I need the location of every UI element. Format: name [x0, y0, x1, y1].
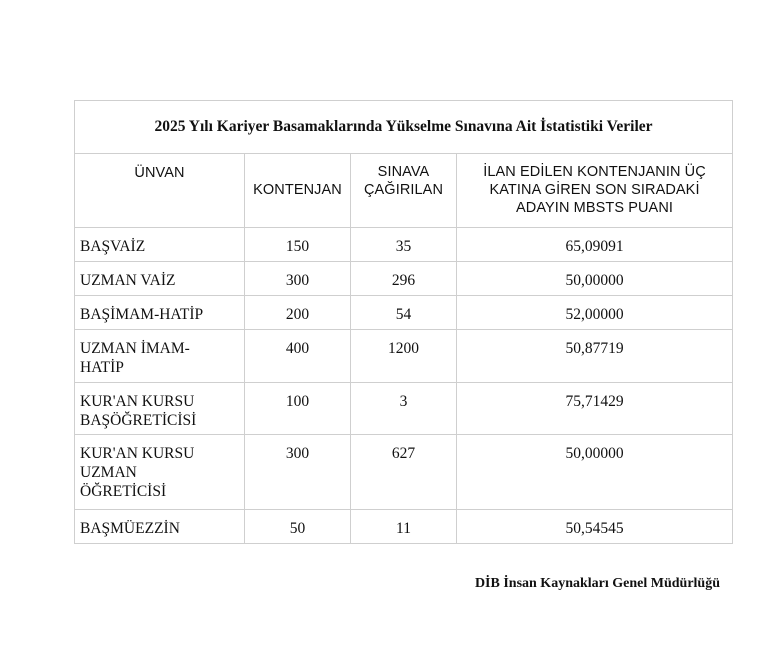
unvan-line: HATİP — [80, 359, 124, 376]
unvan-line: UZMAN İMAM- — [80, 340, 190, 357]
cell-kontenjan: 100 — [245, 383, 351, 435]
header-mbsts-puani — [457, 154, 733, 228]
cell-unvan — [75, 435, 245, 510]
cell-kontenjan: 50 — [245, 510, 351, 544]
table-row — [75, 435, 733, 510]
header-unvan: ÜNVAN — [75, 154, 245, 228]
unvan-line: BAŞÖĞRETİCİSİ — [80, 412, 197, 429]
header-kontenjan: KONTENJAN — [245, 154, 351, 228]
cell-kontenjan: 400 — [245, 330, 351, 383]
table-body — [75, 228, 733, 544]
unvan-line: BAŞVAİZ — [80, 238, 146, 255]
cell-cagirilan: 296 — [351, 262, 457, 296]
cell-unvan — [75, 383, 245, 435]
unvan-line: KUR'AN KURSU — [80, 445, 195, 462]
unvan-line: UZMAN — [80, 464, 137, 481]
cell-cagirilan: 1200 — [351, 330, 457, 383]
header-cagirilan-line: ÇAĞIRILAN — [363, 182, 444, 198]
table-title: 2025 Yılı Kariyer Basamaklarında Yükselme Sınavına Ait İstatistiki Veriler — [75, 101, 733, 154]
table-header-row — [75, 154, 733, 228]
header-ilan-line-2: KATINA GİREN SON SIRADAKİ — [489, 182, 700, 198]
source-note: DİB İnsan Kaynakları Genel Müdürlüğü — [474, 576, 720, 591]
unvan-line: BAŞİMAM-HATİP — [80, 306, 204, 323]
statistics-table — [74, 100, 733, 544]
cell-unvan — [75, 296, 245, 330]
header-ilan-line-1: İLAN EDİLEN KONTENJANIN ÜÇ — [483, 164, 706, 180]
table-title-row — [75, 101, 733, 154]
unvan-line: UZMAN VAİZ — [80, 272, 176, 289]
table-row — [75, 228, 733, 262]
cell-kontenjan: 300 — [245, 435, 351, 510]
header-sinava-cagirilan — [351, 154, 457, 228]
cell-puan: 50,00000 — [457, 262, 733, 296]
cell-cagirilan: 627 — [351, 435, 457, 510]
unvan-line: KUR'AN KURSU — [80, 393, 195, 410]
cell-puan: 75,71429 — [457, 383, 733, 435]
table-row — [75, 330, 733, 383]
cell-kontenjan: 200 — [245, 296, 351, 330]
table-row — [75, 296, 733, 330]
cell-puan: 50,87719 — [457, 330, 733, 383]
cell-puan: 52,00000 — [457, 296, 733, 330]
cell-unvan — [75, 262, 245, 296]
cell-puan: 65,09091 — [457, 228, 733, 262]
cell-kontenjan: 300 — [245, 262, 351, 296]
cell-unvan — [75, 510, 245, 544]
cell-unvan — [75, 228, 245, 262]
unvan-line: BAŞMÜEZZİN — [80, 520, 180, 537]
table-row — [75, 262, 733, 296]
cell-cagirilan: 3 — [351, 383, 457, 435]
cell-cagirilan: 11 — [351, 510, 457, 544]
unvan-line: ÖĞRETİCİSİ — [80, 483, 167, 500]
cell-unvan — [75, 330, 245, 383]
table-row — [75, 510, 733, 544]
table-row — [75, 383, 733, 435]
cell-cagirilan: 35 — [351, 228, 457, 262]
cell-puan: 50,54545 — [457, 510, 733, 544]
cell-cagirilan: 54 — [351, 296, 457, 330]
cell-kontenjan: 150 — [245, 228, 351, 262]
header-sinava-line: SINAVA — [377, 164, 430, 180]
cell-puan: 50,00000 — [457, 435, 733, 510]
header-ilan-line-3: ADAYIN MBSTS PUANI — [516, 200, 674, 216]
